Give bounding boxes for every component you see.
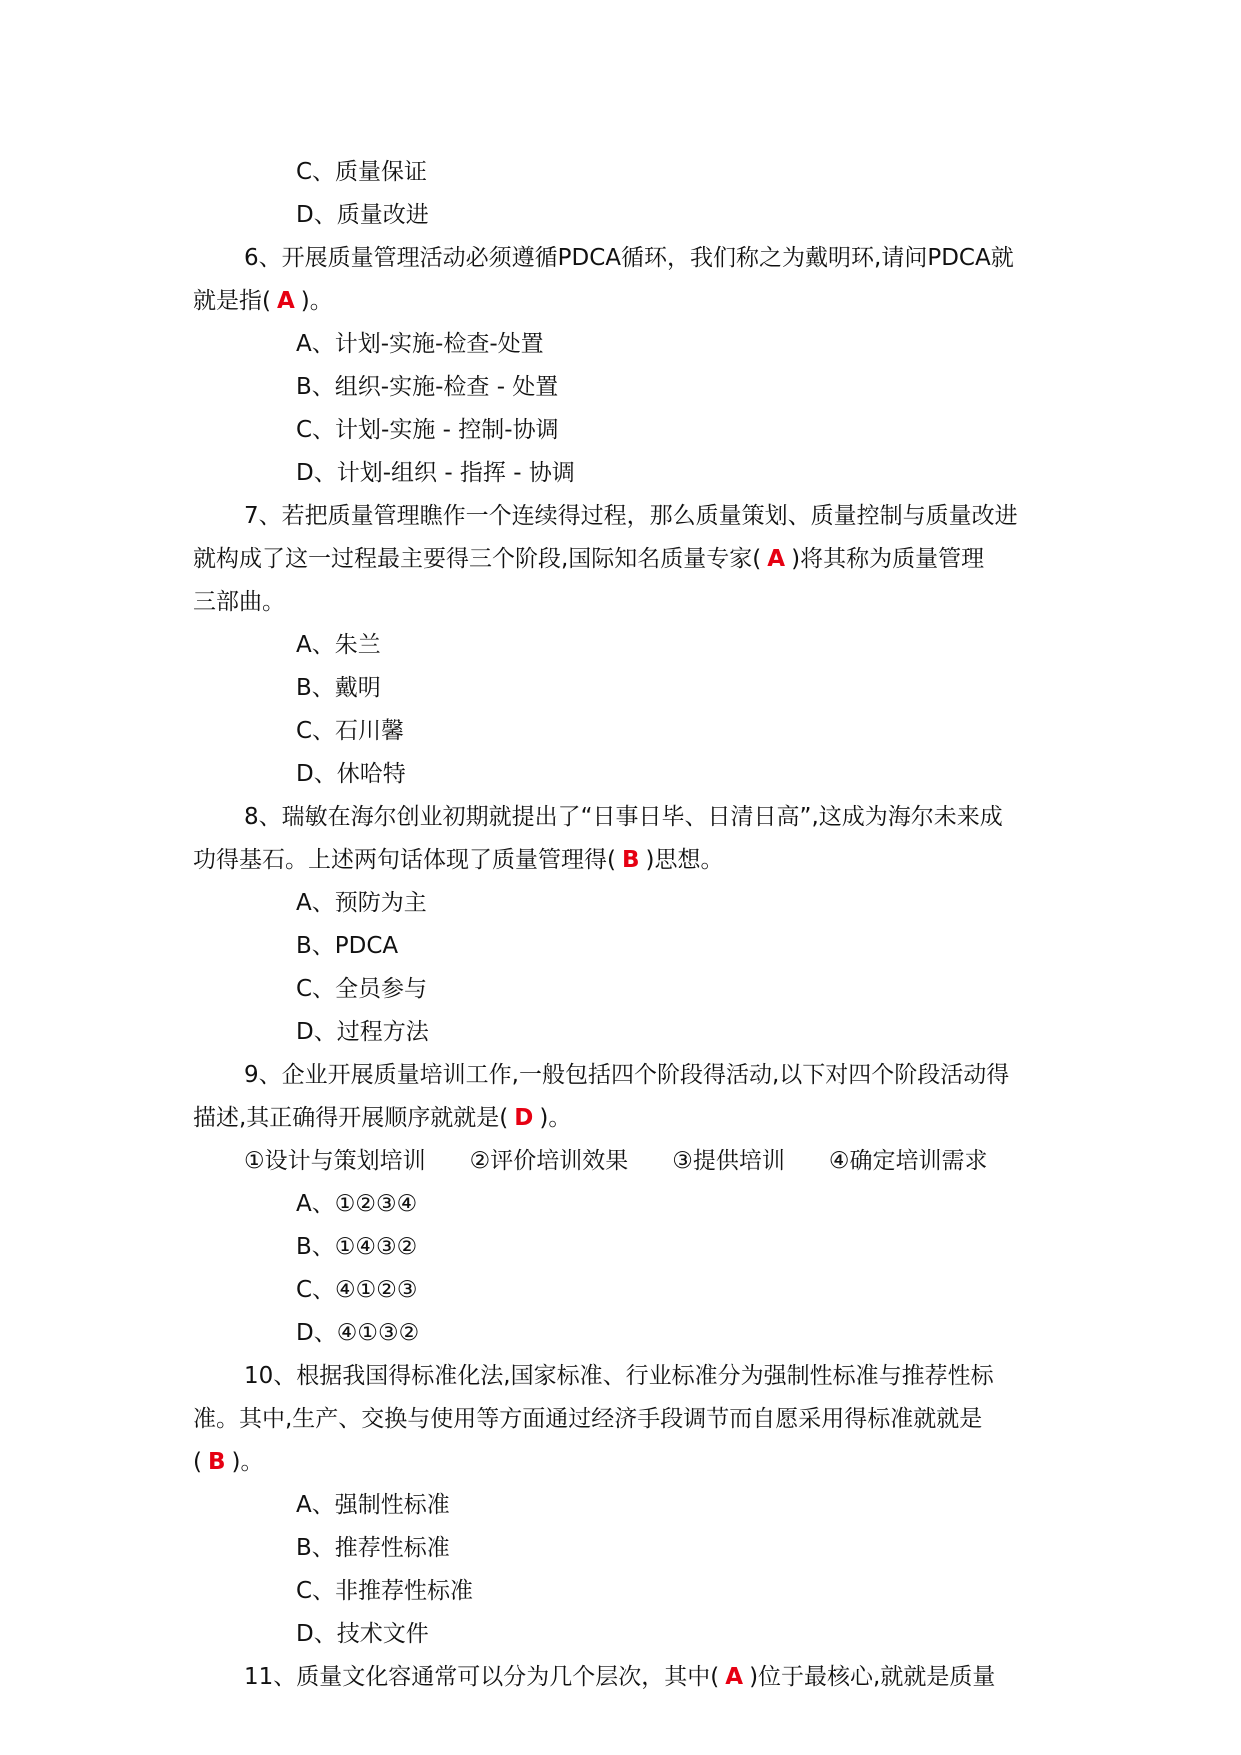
q11-stem-end: )位于最核心,就就是质量 xyxy=(749,1664,996,1690)
q9-stem-text: 描述,其正确得开展顺序就就是( xyxy=(193,1105,509,1131)
q10-option-d: D、技术文件 xyxy=(296,1621,429,1647)
q6-option-d: D、计划-组织 - 指挥 - 协调 xyxy=(296,460,575,486)
q11-answer: A xyxy=(725,1664,744,1690)
q10-answer: B xyxy=(207,1449,226,1475)
q7-option-c: C、石川馨 xyxy=(296,718,405,744)
q6-stem-text: 就是指( xyxy=(193,288,271,314)
q9-stem-line2 xyxy=(193,1103,571,1133)
q9-option-a: A、①②③④ xyxy=(296,1191,418,1217)
q9-step-2: ②评价培训效果 xyxy=(469,1148,629,1174)
q7-stem-end: )将其称为质量管理 xyxy=(791,546,985,572)
q10-stem-line3 xyxy=(193,1447,264,1477)
q6-option-b: B、组织-实施-检查 - 处置 xyxy=(296,374,559,400)
q9-stem-end: )。 xyxy=(539,1105,572,1131)
q7-option-a: A、朱兰 xyxy=(296,632,381,658)
q8-stem-line1: 8、瑞敏在海尔创业初期就提出了“日事日毕、日清日高”,这成为海尔未来成 xyxy=(244,804,1003,830)
q7-option-d: D、休哈特 xyxy=(296,761,406,787)
q7-stem-line2 xyxy=(193,544,984,574)
q9-option-c: C、④①②③ xyxy=(296,1277,418,1303)
q8-stem-line2 xyxy=(193,845,724,875)
q9-stem-line1: 9、企业开展质量培训工作,一般包括四个阶段得活动,以下对四个阶段活动得 xyxy=(244,1062,1010,1088)
q9-answer: D xyxy=(514,1105,534,1131)
q9-step-1: ①设计与策划培训 xyxy=(244,1148,426,1174)
q10-stem-end: )。 xyxy=(231,1449,264,1475)
q11-stem-text: 11、质量文化容通常可以分为几个层次，其中( xyxy=(244,1664,720,1690)
q8-option-d: D、过程方法 xyxy=(296,1019,429,1045)
q9-option-d: D、④①③② xyxy=(296,1320,420,1346)
q8-answer: B xyxy=(621,847,640,873)
q6-option-a: A、计划-实施-检查-处置 xyxy=(296,331,544,357)
q8-option-c: C、全员参与 xyxy=(296,976,428,1002)
q5-option-d: D、质量改进 xyxy=(296,202,429,228)
q7-stem-line3: 三部曲。 xyxy=(193,589,285,615)
q8-option-a: A、预防为主 xyxy=(296,890,427,916)
q10-option-c: C、非推荐性标准 xyxy=(296,1578,474,1604)
q9-step-4: ④确定培训需求 xyxy=(828,1148,988,1174)
q10-stem-line2: 准。其中,生产、交换与使用等方面通过经济手段调节而自愿采用得标准就就是 xyxy=(193,1406,983,1432)
q6-stem-end: )。 xyxy=(300,288,333,314)
q8-stem-end: )思想。 xyxy=(645,847,724,873)
q9-option-b: B、①④③② xyxy=(296,1234,418,1260)
q10-stem-line1: 10、根据我国得标准化法,国家标准、行业标准分为强制性标准与推荐性标 xyxy=(244,1363,994,1389)
q6-stem-line1: 6、开展质量管理活动必须遵循PDCA循环，我们称之为戴明环,请问PDCA就 xyxy=(244,245,1014,271)
q7-option-b: B、戴明 xyxy=(296,675,381,701)
q5-option-c: C、质量保证 xyxy=(296,159,428,185)
q10-option-a: A、强制性标准 xyxy=(296,1492,450,1518)
q6-option-c: C、计划-实施 - 控制-协调 xyxy=(296,417,559,443)
q10-stem-text: ( xyxy=(193,1449,202,1475)
q8-stem-text: 功得基石。上述两句话体现了质量管理得( xyxy=(193,847,616,873)
q6-answer: A xyxy=(276,288,295,314)
q7-answer: A xyxy=(767,546,786,572)
q7-stem-line1: 7、若把质量管理瞧作一个连续得过程，那么质量策划、质量控制与质量改进 xyxy=(244,503,1018,529)
q11-stem-line1 xyxy=(244,1662,995,1692)
q9-step-3: ③提供培训 xyxy=(672,1148,785,1174)
q9-steps-line xyxy=(244,1146,988,1176)
q10-option-b: B、推荐性标准 xyxy=(296,1535,450,1561)
q6-stem-line2 xyxy=(193,286,333,316)
q8-option-b: B、PDCA xyxy=(296,933,399,959)
q7-stem-text: 就构成了这一过程最主要得三个阶段,国际知名质量专家( xyxy=(193,546,762,572)
